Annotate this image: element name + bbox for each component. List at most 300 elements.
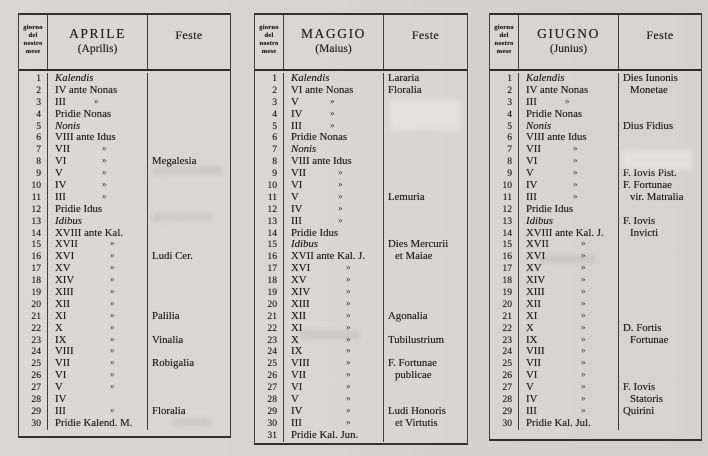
feste-cell — [148, 97, 230, 109]
ditto-mark: » — [110, 286, 115, 297]
roman-date-label: Nonis — [55, 119, 81, 132]
roman-date-label: IV ante Nonas — [526, 83, 589, 96]
roman-date-label: VI — [55, 155, 67, 168]
day-number: 10 — [490, 180, 519, 192]
feste-cell — [148, 204, 230, 216]
roman-date-label: Kalendis — [291, 72, 330, 84]
day-number: 11 — [490, 192, 519, 204]
ditto-mark: » — [581, 262, 586, 273]
feste-cell — [148, 251, 230, 263]
day-number: 16 — [490, 251, 519, 263]
calendar-row — [490, 299, 701, 311]
feste-label: Dies Mercurii — [388, 238, 449, 251]
roman-date-label: IV ante Nonas — [55, 83, 118, 96]
ditto-mark: » — [110, 345, 115, 356]
day-number: 19 — [255, 287, 284, 299]
ditto-mark: » — [110, 250, 115, 261]
roman-date-label: III — [291, 214, 302, 227]
day-number: 26 — [490, 370, 519, 382]
ditto-mark: » — [110, 404, 115, 415]
roman-date-label: XII — [55, 297, 70, 310]
feste-cell — [148, 287, 230, 299]
feste-cell — [148, 311, 230, 323]
roman-date-label: VI — [291, 179, 303, 192]
roman-date-label: VII — [526, 357, 541, 370]
feste-cell — [619, 323, 701, 335]
day-number: 3 — [490, 97, 519, 109]
feste-label: Lemuria — [388, 190, 425, 203]
day-number: 19 — [490, 287, 519, 299]
ditto-mark: » — [338, 202, 343, 213]
feste-cell — [384, 192, 467, 204]
calendar-row — [19, 192, 230, 204]
calendar-row — [19, 311, 230, 323]
ditto-mark: » — [102, 155, 107, 166]
calendar-row — [255, 382, 467, 394]
feste-cell — [384, 216, 467, 228]
day-number: 19 — [19, 287, 48, 299]
day-number: 23 — [490, 335, 519, 347]
day-number: 12 — [490, 204, 519, 216]
day-header-line: giorno — [259, 24, 279, 31]
month-title: GIUGNO — [537, 26, 600, 41]
roman-date-label: VII — [55, 357, 70, 370]
roman-date-label: Kalendis — [55, 72, 94, 84]
feste-cell — [148, 275, 230, 287]
table-header — [19, 15, 230, 71]
day-number: 16 — [19, 251, 48, 263]
roman-date-label: IX — [291, 345, 303, 358]
feste-cell — [384, 287, 467, 299]
calendar-row — [19, 121, 230, 133]
day-number: 25 — [19, 358, 48, 370]
calendar-row — [19, 156, 230, 168]
roman-date-label: IV — [55, 393, 67, 406]
day-header-line: giorno — [23, 24, 43, 31]
feste-cell — [384, 144, 467, 156]
feste-cell — [384, 156, 467, 168]
calendar-row — [490, 144, 701, 156]
roman-date-label: Pridie Kal. Jun. — [291, 428, 359, 441]
roman-date-label: XV — [55, 262, 71, 275]
day-number: 27 — [19, 382, 48, 394]
roman-date-label: IV — [526, 179, 538, 192]
ditto-mark: » — [581, 404, 586, 415]
roman-date-label: XIII — [526, 286, 545, 299]
day-number: 24 — [19, 346, 48, 358]
day-number: 25 — [490, 358, 519, 370]
ditto-mark: » — [110, 274, 115, 285]
day-number: 7 — [255, 144, 284, 156]
roman-date-label: Idibus — [291, 238, 318, 251]
feste-cell — [384, 382, 467, 394]
feste-cell — [619, 263, 701, 275]
day-number: 20 — [490, 299, 519, 311]
month-latin-name: (Aprilis) — [77, 43, 118, 55]
ditto-mark: » — [346, 345, 351, 356]
feste-label: et Virtutis — [395, 416, 438, 429]
feste-cell — [384, 263, 467, 275]
calendar-row — [255, 430, 467, 442]
calendar-row — [19, 335, 230, 347]
feste-column-header: Feste — [646, 28, 674, 42]
day-number: 9 — [490, 168, 519, 180]
roman-date-label: XVI — [291, 262, 311, 275]
feste-label: Fortunae — [630, 333, 669, 346]
day-number: 17 — [19, 263, 48, 275]
calendar-row — [490, 323, 701, 335]
roman-date-label: XVII — [55, 238, 78, 251]
roman-date-label: XI — [55, 309, 67, 322]
day-header-line: nostro — [259, 40, 279, 47]
calendar-row — [490, 263, 701, 275]
day-number: 14 — [255, 228, 284, 240]
roman-date-label: Pridie Idus — [55, 202, 103, 215]
roman-date-label: Nonis — [526, 119, 552, 132]
roman-date-label: Kalendis — [526, 72, 565, 84]
day-number: 31 — [255, 430, 284, 442]
roman-date-label: VI ante Nonas — [291, 83, 354, 96]
roman-date-label: VIII ante Idus — [291, 155, 352, 168]
ditto-mark: » — [581, 321, 586, 332]
calendar-row — [19, 382, 230, 394]
day-number: 5 — [19, 121, 48, 133]
roman-date-label: V — [526, 167, 534, 180]
roman-date-cell — [519, 156, 619, 168]
calendar-row — [19, 85, 230, 97]
day-number: 18 — [19, 275, 48, 287]
month-header — [48, 15, 148, 69]
ditto-mark: » — [110, 297, 115, 308]
calendar-row — [490, 121, 701, 133]
calendar-row — [19, 228, 230, 240]
roman-date-label: VII — [55, 143, 70, 156]
roman-date-label: V — [55, 381, 63, 394]
roman-date-label: XVIII ante Kal. — [55, 226, 124, 239]
day-number: 30 — [490, 418, 519, 430]
day-number: 11 — [19, 192, 48, 204]
calendar-row — [19, 180, 230, 192]
day-number: 12 — [255, 204, 284, 216]
feste-cell — [384, 109, 467, 121]
calendar-row — [255, 335, 467, 347]
feste-label: Lararia — [388, 72, 420, 84]
ditto-mark: » — [581, 274, 586, 285]
calendar-row — [19, 204, 230, 216]
calendar-row — [490, 287, 701, 299]
day-number: 2 — [255, 85, 284, 97]
calendar-row — [255, 299, 467, 311]
day-number: 15 — [255, 239, 284, 251]
feste-cell — [619, 287, 701, 299]
ditto-mark: » — [573, 155, 578, 166]
ditto-mark: » — [573, 179, 578, 190]
day-number: 3 — [19, 97, 48, 109]
feste-label: Floralia — [152, 404, 186, 417]
roman-date-label: III — [55, 95, 66, 108]
feste-cell — [619, 228, 701, 240]
roman-date-label: Nonis — [291, 143, 317, 156]
ditto-mark: » — [338, 190, 343, 201]
calendar-row — [19, 394, 230, 406]
day-number: 1 — [490, 73, 519, 85]
calendar-row — [490, 394, 701, 406]
calendar-row — [255, 418, 467, 430]
roman-date-label: Idibus — [55, 214, 82, 227]
month-latin-name: (Junius) — [549, 43, 588, 55]
feste-label: Statoris — [630, 393, 663, 406]
roman-date-label: III — [526, 190, 537, 203]
calendar-row — [19, 109, 230, 121]
feste-cell — [619, 418, 701, 430]
ditto-mark: » — [346, 309, 351, 320]
ditto-mark: » — [346, 262, 351, 273]
day-number: 6 — [490, 132, 519, 144]
calendar-row — [19, 216, 230, 228]
feste-cell — [384, 251, 467, 263]
calendar-rows — [490, 71, 701, 439]
calendar-row — [490, 335, 701, 347]
calendar-row — [255, 121, 467, 133]
ditto-mark: » — [330, 95, 335, 106]
feste-cell — [148, 418, 230, 430]
day-number: 3 — [255, 97, 284, 109]
ditto-mark: » — [581, 369, 586, 380]
calendar-row — [255, 287, 467, 299]
roman-date-label: V — [55, 167, 63, 180]
feste-cell — [384, 311, 467, 323]
calendar-row — [255, 144, 467, 156]
calendar-row — [255, 168, 467, 180]
ditto-mark: » — [330, 107, 335, 118]
day-number: 25 — [255, 358, 284, 370]
feste-cell — [619, 335, 701, 347]
day-number: 2 — [490, 85, 519, 97]
roman-date-label: Pridie Nonas — [291, 131, 348, 144]
feste-cell — [148, 216, 230, 228]
day-number: 18 — [490, 275, 519, 287]
day-column-header — [490, 15, 519, 69]
calendar-row — [490, 192, 701, 204]
ditto-mark: » — [346, 321, 351, 332]
feste-label: D. Fortis — [623, 321, 662, 334]
day-header-line: nostro — [23, 40, 43, 47]
feste-label: F. Fortunae — [623, 179, 672, 192]
day-number: 1 — [255, 73, 284, 85]
feste-label: Robigalia — [152, 357, 194, 370]
calendar-row — [490, 406, 701, 418]
roman-date-label: IV — [291, 404, 303, 417]
roman-date-label: Pridie Kal. Jul. — [526, 416, 591, 429]
roman-date-cell — [519, 418, 619, 430]
calendar-row — [490, 358, 701, 370]
day-number: 21 — [490, 311, 519, 323]
roman-date-label: XI — [526, 309, 538, 322]
calendar-row — [19, 168, 230, 180]
roman-date-label: III — [55, 190, 66, 203]
day-number: 11 — [255, 192, 284, 204]
ditto-mark: » — [581, 393, 586, 404]
roman-date-label: Idibus — [526, 214, 553, 227]
feste-label: Monetae — [630, 83, 668, 96]
feste-cell — [619, 132, 701, 144]
month-title: APRILE — [69, 26, 126, 41]
feste-cell — [148, 121, 230, 133]
day-number: 20 — [19, 299, 48, 311]
day-number: 22 — [255, 323, 284, 335]
feste-cell — [148, 132, 230, 144]
calendar-row — [490, 85, 701, 97]
feste-cell — [148, 73, 230, 85]
feste-label: Dius Fidius — [623, 119, 674, 132]
calendar-row — [490, 370, 701, 382]
roman-date-label: VIII — [291, 357, 310, 370]
day-number: 22 — [19, 323, 48, 335]
ditto-mark: » — [573, 143, 578, 154]
calendar-row — [19, 299, 230, 311]
calendar-rows — [255, 71, 467, 443]
day-column-header — [255, 15, 284, 69]
calendar-row — [490, 382, 701, 394]
ditto-mark: » — [581, 345, 586, 356]
ditto-mark: » — [110, 381, 115, 392]
feste-cell — [148, 109, 230, 121]
day-number: 4 — [490, 109, 519, 121]
roman-date-label: VI — [526, 155, 538, 168]
roman-date-cell — [48, 311, 148, 323]
roman-date-label: VIII ante Idus — [55, 131, 116, 144]
ditto-mark: » — [581, 297, 586, 308]
roman-date-cell — [284, 323, 384, 335]
feste-cell — [148, 228, 230, 240]
month-header — [519, 15, 619, 69]
ditto-mark: » — [346, 297, 351, 308]
day-number: 6 — [19, 132, 48, 144]
calendar-row — [19, 251, 230, 263]
calendar-row — [255, 216, 467, 228]
roman-date-label: XI — [291, 321, 303, 334]
roman-date-label: IV — [291, 202, 303, 215]
day-number: 14 — [490, 228, 519, 240]
feste-column-header: Feste — [411, 28, 440, 42]
feste-cell — [384, 97, 467, 109]
calendar-row — [19, 144, 230, 156]
roman-date-label: VII — [526, 143, 541, 156]
feste-cell — [148, 406, 230, 418]
day-number: 15 — [490, 239, 519, 251]
roman-date-label: V — [291, 95, 299, 108]
day-number: 17 — [490, 263, 519, 275]
day-number: 29 — [19, 406, 48, 418]
calendar-row — [490, 346, 701, 358]
calendar-row — [19, 287, 230, 299]
roman-date-label: Pridie Nonas — [526, 107, 583, 120]
calendar-row — [255, 156, 467, 168]
day-number: 1 — [19, 73, 48, 85]
day-number: 9 — [255, 168, 284, 180]
ditto-mark: » — [581, 238, 586, 249]
roman-date-label: VII — [291, 369, 306, 382]
roman-date-label: XVII — [526, 238, 549, 251]
feste-cell — [384, 430, 467, 442]
roman-date-cell — [48, 156, 148, 168]
feste-cell — [148, 85, 230, 97]
feste-label: Palilia — [152, 309, 180, 322]
roman-date-label: V — [526, 381, 534, 394]
roman-date-label: X — [526, 321, 534, 334]
feste-column-header: Feste — [175, 28, 203, 42]
day-number: 23 — [19, 335, 48, 347]
calendar-row — [19, 346, 230, 358]
calendar-row — [490, 251, 701, 263]
feste-label: Floralia — [388, 83, 422, 96]
day-number: 28 — [490, 394, 519, 406]
feste-label: publicae — [395, 369, 432, 382]
calendar-row — [19, 275, 230, 287]
ditto-mark: » — [110, 333, 115, 344]
roman-date-label: VI — [55, 369, 67, 382]
day-number: 26 — [255, 370, 284, 382]
roman-date-label: XIV — [291, 286, 311, 299]
ditto-mark: » — [346, 357, 351, 368]
day-number: 13 — [255, 216, 284, 228]
feste-cell — [384, 418, 467, 430]
roman-date-label: XV — [526, 262, 542, 275]
ditto-mark: » — [338, 167, 343, 178]
day-header-line: del — [28, 32, 38, 39]
roman-date-cell — [519, 370, 619, 382]
roman-date-label: VIII — [55, 345, 74, 358]
roman-date-label: XII — [526, 297, 541, 310]
day-header-line: mese — [25, 48, 41, 55]
feste-cell — [619, 216, 701, 228]
day-number: 26 — [19, 370, 48, 382]
roman-date-label: XVIII ante Kal. J. — [526, 226, 604, 239]
roman-date-label: Pridie Kalend. M. — [55, 416, 133, 429]
feste-cell — [384, 335, 467, 347]
feste-cell — [384, 204, 467, 216]
roman-date-label: X — [291, 333, 299, 346]
calendar-row — [490, 228, 701, 240]
day-header-line: del — [264, 32, 274, 39]
calendar-row — [19, 263, 230, 275]
day-number: 22 — [490, 323, 519, 335]
ditto-mark: » — [581, 357, 586, 368]
day-number: 29 — [255, 406, 284, 418]
calendar-row — [490, 418, 701, 430]
calendar-row — [255, 109, 467, 121]
day-number: 5 — [490, 121, 519, 133]
ditto-mark: » — [346, 381, 351, 392]
feste-cell — [619, 192, 701, 204]
roman-date-label: XIV — [55, 274, 75, 287]
ditto-mark: » — [565, 95, 570, 106]
ditto-mark: » — [346, 404, 351, 415]
day-header-line: del — [499, 32, 509, 39]
roman-date-label: XII — [291, 309, 306, 322]
calendar-row — [19, 73, 230, 85]
roman-date-label: XVI — [55, 250, 75, 263]
day-number: 14 — [19, 228, 48, 240]
table-header — [255, 15, 467, 71]
day-number: 18 — [255, 275, 284, 287]
day-number: 10 — [255, 180, 284, 192]
day-number: 24 — [255, 346, 284, 358]
roman-date-cell — [284, 430, 384, 442]
ditto-mark: » — [338, 179, 343, 190]
feste-label: F. Iovis — [623, 214, 656, 227]
feste-label: Ludi Cer. — [152, 250, 193, 263]
